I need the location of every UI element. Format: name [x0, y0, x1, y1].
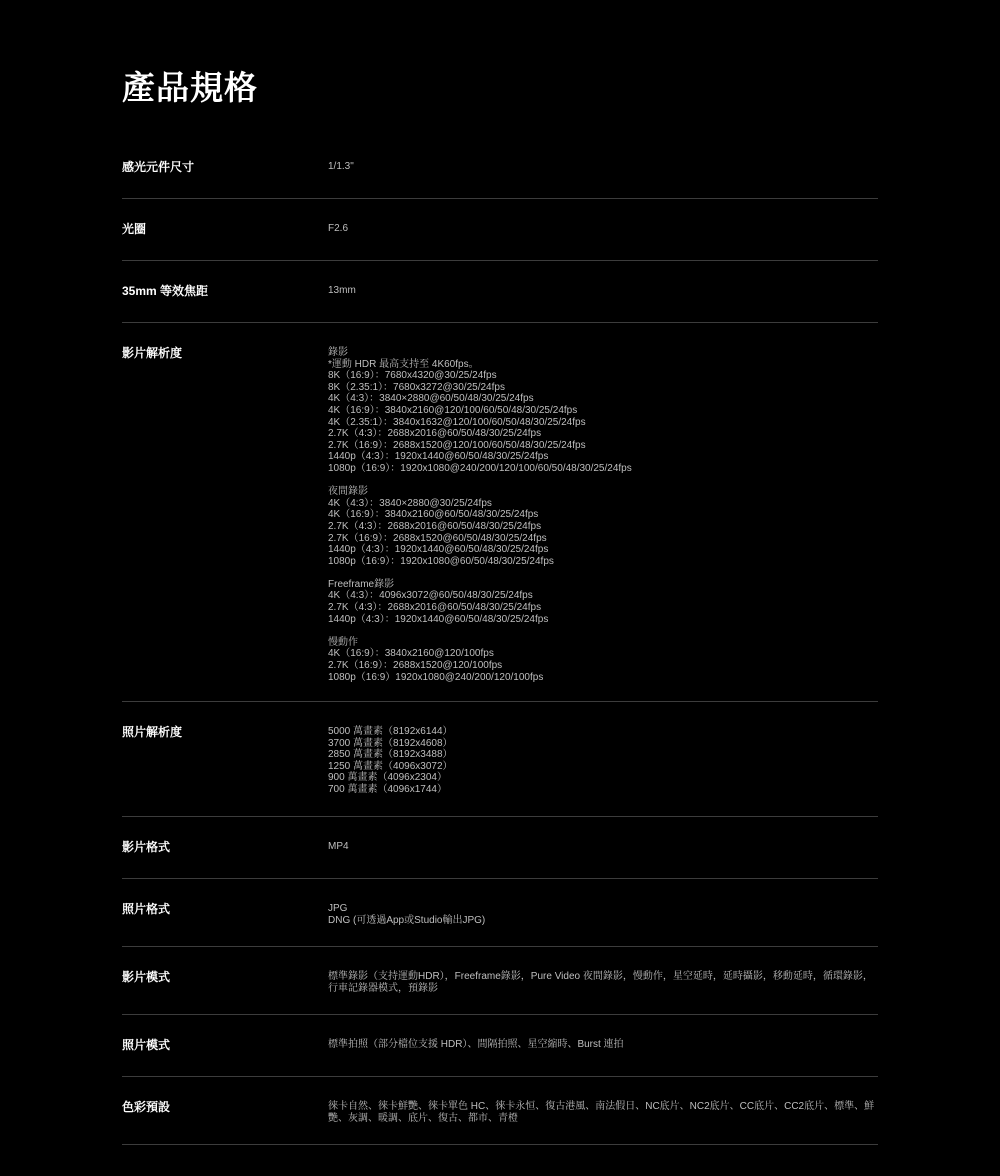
spec-value-line: 5000 萬畫素（8192x6144）: [328, 726, 453, 737]
spec-label: 色彩預設: [122, 1100, 171, 1114]
spec-value-group: [328, 971, 878, 994]
spec-value-group: [328, 486, 878, 567]
spec-value-line: 1440p（4:3）：1920x1440@60/50/48/30/25/24fps: [328, 613, 549, 625]
spec-value-line: 2.7K（16:9）：2688x1520@60/50/48/30/25/24fps: [328, 532, 547, 544]
spec-value-line: 4K（4:3）：4096x3072@60/50/48/30/25/24fps: [328, 590, 533, 602]
spec-value-group: [328, 1039, 878, 1051]
spec-table: [122, 137, 878, 1145]
spec-value-group: [328, 903, 878, 926]
spec-value-line: 1080p（16:9）：1920x1080@60/50/48/30/25/24fps: [328, 555, 554, 567]
spec-value-line: 1440p（4:3）：1920x1440@60/50/48/30/25/24fps: [328, 451, 549, 463]
spec-value: [328, 285, 878, 297]
spec-label: 照片模式: [122, 1038, 171, 1052]
spec-value-line: 2.7K（4:3）：2688x2016@60/50/48/30/25/24fps: [328, 602, 542, 614]
spec-value-line: 13mm: [328, 285, 356, 296]
spec-value-line: 2.7K（4:3）：2688x2016@60/50/48/30/25/24fps: [328, 520, 542, 532]
spec-label: 35mm 等效焦距: [122, 284, 209, 298]
spec-label: 照片解析度: [122, 725, 183, 739]
spec-value-line: 徠卡自然、徠卡鮮艷、徠卡單色 HC、徠卡永恒、復古港風、南法假日、NC底片、NC2底片、CC底片、CC2底片、標準、鮮艷、灰調、暖調、底片、復古、都市、青橙: [328, 1101, 875, 1124]
spec-value-group: [328, 841, 878, 853]
spec-value-group: [328, 1101, 878, 1124]
spec-value-line: 8K（2.35:1）：7680x3272@30/25/24fps: [328, 381, 505, 393]
spec-value-line: 8K（16:9）：7680x4320@30/25/24fps: [328, 370, 497, 382]
spec-value-line: 4K（16:9）：3840x2160@120/100fps: [328, 648, 494, 660]
spec-value-line: *運動 HDR 最高支持至 4K60fps。: [328, 358, 479, 370]
spec-value: [328, 161, 878, 173]
spec-value: [328, 347, 878, 683]
spec-value: [328, 726, 878, 796]
spec-row: [122, 1015, 878, 1077]
spec-value: [328, 903, 878, 926]
spec-value-line: 1/1.3": [328, 161, 354, 172]
spec-value-line: 2.7K（4:3）：2688x2016@60/50/48/30/25/24fps: [328, 428, 542, 440]
spec-value-line: 900 萬畫素（4096x2304）: [328, 772, 447, 784]
spec-label: 影片解析度: [122, 346, 183, 360]
spec-value: [328, 223, 878, 235]
spec-value-line: 1080p（16:9）：1920x1080@240/200/120/100/60/50/48/30/25/24fps: [328, 462, 632, 474]
spec-value-line: 1080p（16:9）1920x1080@240/200/120/100fps: [328, 671, 544, 683]
spec-value-line: 2.7K（16:9）：2688x1520@120/100/60/50/48/30/25/24fps: [328, 439, 586, 451]
spec-value-line: 4K（2.35:1）：3840x1632@120/100/60/50/48/30/25/24fps: [328, 416, 586, 428]
spec-label: 光圈: [122, 222, 147, 236]
spec-row: [122, 879, 878, 947]
spec-label: 照片格式: [122, 902, 171, 916]
spec-value: [328, 971, 878, 994]
spec-value-line: 4K（16:9）：3840x2160@60/50/48/30/25/24fps: [328, 509, 539, 521]
spec-value-line: F2.6: [328, 223, 349, 234]
spec-value-line: MP4: [328, 841, 349, 852]
spec-row: [122, 199, 878, 261]
spec-value-group: [328, 726, 878, 796]
spec-value-line: Freeframe錄影: [328, 578, 395, 590]
spec-row: [122, 702, 878, 817]
spec-value: [328, 841, 878, 853]
spec-value-group: [328, 579, 878, 625]
spec-value-group: [328, 637, 878, 683]
spec-value-line: 錄影: [328, 347, 348, 358]
spec-value-group: [328, 285, 878, 297]
spec-value: [328, 1101, 878, 1124]
spec-row: [122, 261, 878, 323]
spec-value-line: 2.7K（16:9）：2688x1520@120/100fps: [328, 660, 503, 672]
spec-row: [122, 817, 878, 879]
spec-label: 影片模式: [122, 970, 171, 984]
page-title: 產品規格: [122, 69, 258, 106]
spec-value-line: 標準拍照（部分檔位支援 HDR）、間隔拍照、星空縮時、Burst 連拍: [328, 1039, 624, 1050]
spec-row: [122, 947, 878, 1015]
spec-value-line: 4K（4:3）：3840×2880@60/50/48/30/25/24fps: [328, 393, 534, 405]
spec-value-line: JPG: [328, 903, 348, 914]
spec-value-line: 1250 萬畫素（4096x3072）: [328, 760, 453, 772]
spec-row: [122, 323, 878, 702]
spec-value-line: 4K（16:9）：3840x2160@120/100/60/50/48/30/25/24fps: [328, 404, 578, 416]
spec-value-line: 4K（4:3）：3840×2880@30/25/24fps: [328, 497, 492, 509]
spec-value-line: DNG (可透過App或Studio輸出JPG): [328, 914, 486, 926]
spec-row: [122, 1077, 878, 1145]
spec-value-line: 2850 萬畫素（8192x3488）: [328, 749, 453, 761]
spec-value: [328, 1039, 878, 1051]
spec-value-line: 慢動作: [328, 636, 358, 648]
spec-value-line: 標準錄影（支持運動HDR），Freeframe錄影，Pure Video 夜間錄影，慢動作，星空延時，延時攝影，移動延時，循環錄影，行車記錄器模式，預錄影: [328, 971, 873, 994]
spec-value-line: 夜間錄影: [328, 486, 368, 498]
spec-value-group: [328, 347, 878, 475]
spec-value-line: 3700 萬畫素（8192x4608）: [328, 737, 453, 749]
spec-value-line: 1440p（4:3）：1920x1440@60/50/48/30/25/24fps: [328, 544, 549, 556]
spec-label: 影片格式: [122, 840, 171, 854]
spec-value-group: [328, 223, 878, 235]
spec-row: [122, 137, 878, 199]
spec-value-line: 700 萬畫素（4096x1744）: [328, 783, 447, 795]
spec-value-group: [328, 161, 878, 173]
spec-label: 感光元件尺寸: [122, 160, 195, 174]
